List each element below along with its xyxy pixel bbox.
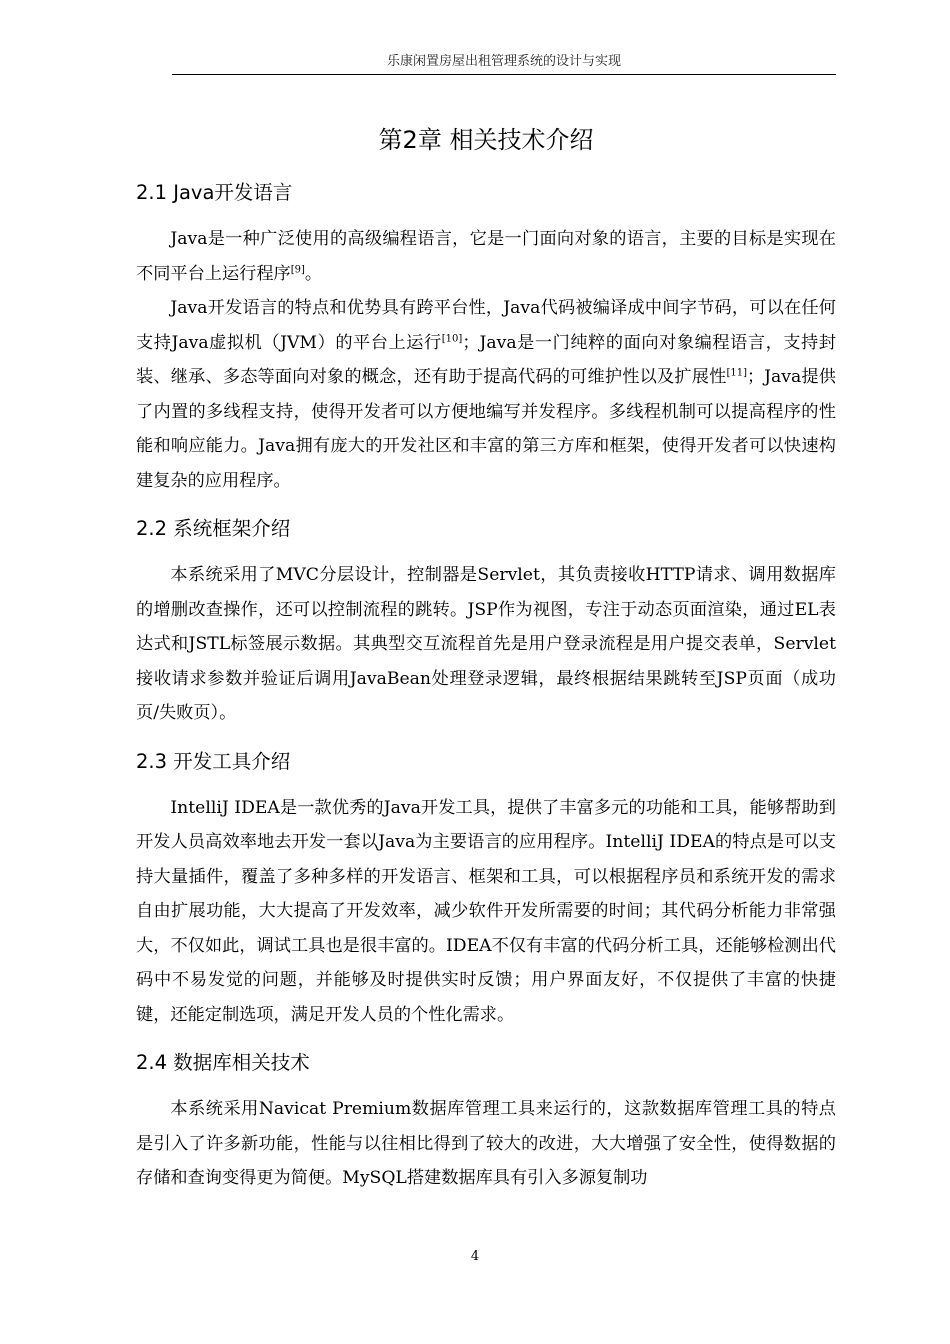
section-2-2 (136, 512, 836, 731)
paragraph-text: 。 (304, 263, 323, 284)
page-content (136, 176, 836, 1210)
section-2-3 (136, 745, 836, 1033)
section-heading: 2.2 系统框架介绍 (136, 517, 291, 540)
paragraph: IntelliJ IDEA是一款优秀的Java开发工具，提供了丰富多元的功能和工具，能够帮助到开发人员高效率地去开发一套以Java为主要语言的应用程序。IntelliJ IDEA的特点是可以支持大量插件，覆盖了多种多样的开发语言、框架和工具，可以根据程序员和系统开发的需求自由扩展功能，大大提高了开发效率，减少软件开发所需要的时间；其代码分析能力非常强大，不仅如此，调试工具也是很丰富的。IDEA不仅有丰富的代码分析工具，还能够检测出代码中不易发觉的问题，并能够及时提供实时反馈；用户界面友好，不仅提供了丰富的快捷键，还能定制选项，满足开发人员的个性化需求。 (136, 797, 836, 1025)
citation-marker: [10] (441, 332, 463, 344)
section-2-1 (136, 176, 836, 498)
section-heading: 2.3 开发工具介绍 (136, 749, 291, 773)
page-number: 4 (470, 1249, 480, 1264)
chapter-title: 第2章 相关技术介绍 (378, 126, 594, 154)
paragraph-text: ；Java是一门纯粹的面向对象编程语言，支持封装、继承、多态等面向对象的概念，还有助于提高代码的可维护性以及扩展性 (136, 332, 836, 387)
section-heading: 2.1 Java开发语言 (136, 181, 293, 204)
section-2-4 (136, 1046, 836, 1196)
paragraph: 本系统采用Navicat Premium数据库管理工具来运行的，这款数据库管理工具的特点是引入了许多新功能，性能与以往相比得到了较大的改进，大大增强了安全性，使得数据的存储和查询变得更为简便。MySQL搭建数据库具有引入多源复制功 (136, 1099, 836, 1188)
paragraph-text: Java开发语言的特点和优势具有跨平台性，Java代码被编译成中间字节码，可以在任何支持Java虚拟机（JVM）的平台上运行 (136, 298, 836, 353)
paragraph-text: ；Java提供了内置的多线程支持，使得开发者可以方便地编写并发程序。多线程机制可以提高程序的性能和响应能力。Java拥有庞大的开发社区和丰富的第三方库和框架，使得开发者可以快速构建复杂的应用程序。 (136, 367, 836, 491)
paragraph: 本系统采用了MVC分层设计，控制器是Servlet，其负责接收HTTP请求、调用数据库的增删改查操作，还可以控制流程的跳转。JSP作为视图，专注于动态页面渲染，通过EL表达式和JSTL标签展示数据。其典型交互流程首先是用户登录流程是用户提交表单，Servlet接收请求参数并验证后调用JavaBean处理登录逻辑，最终根据结果跳转至JSP页面（成功页/失败页）。 (136, 565, 836, 723)
paragraph (136, 222, 836, 291)
section-heading: 2.4 数据库相关技术 (136, 1051, 310, 1074)
paragraph-text: Java是一种广泛使用的高级编程语言，它是一门面向对象的语言，主要的目标是实现在不同平台上运行程序 (136, 229, 836, 284)
citation-marker: [9] (290, 263, 305, 275)
citation-marker: [11] (726, 367, 747, 379)
running-header: 乐康闲置房屋出租管理系统的设计与实现 (386, 54, 621, 69)
header-rule (172, 74, 836, 75)
paragraph (136, 291, 836, 498)
